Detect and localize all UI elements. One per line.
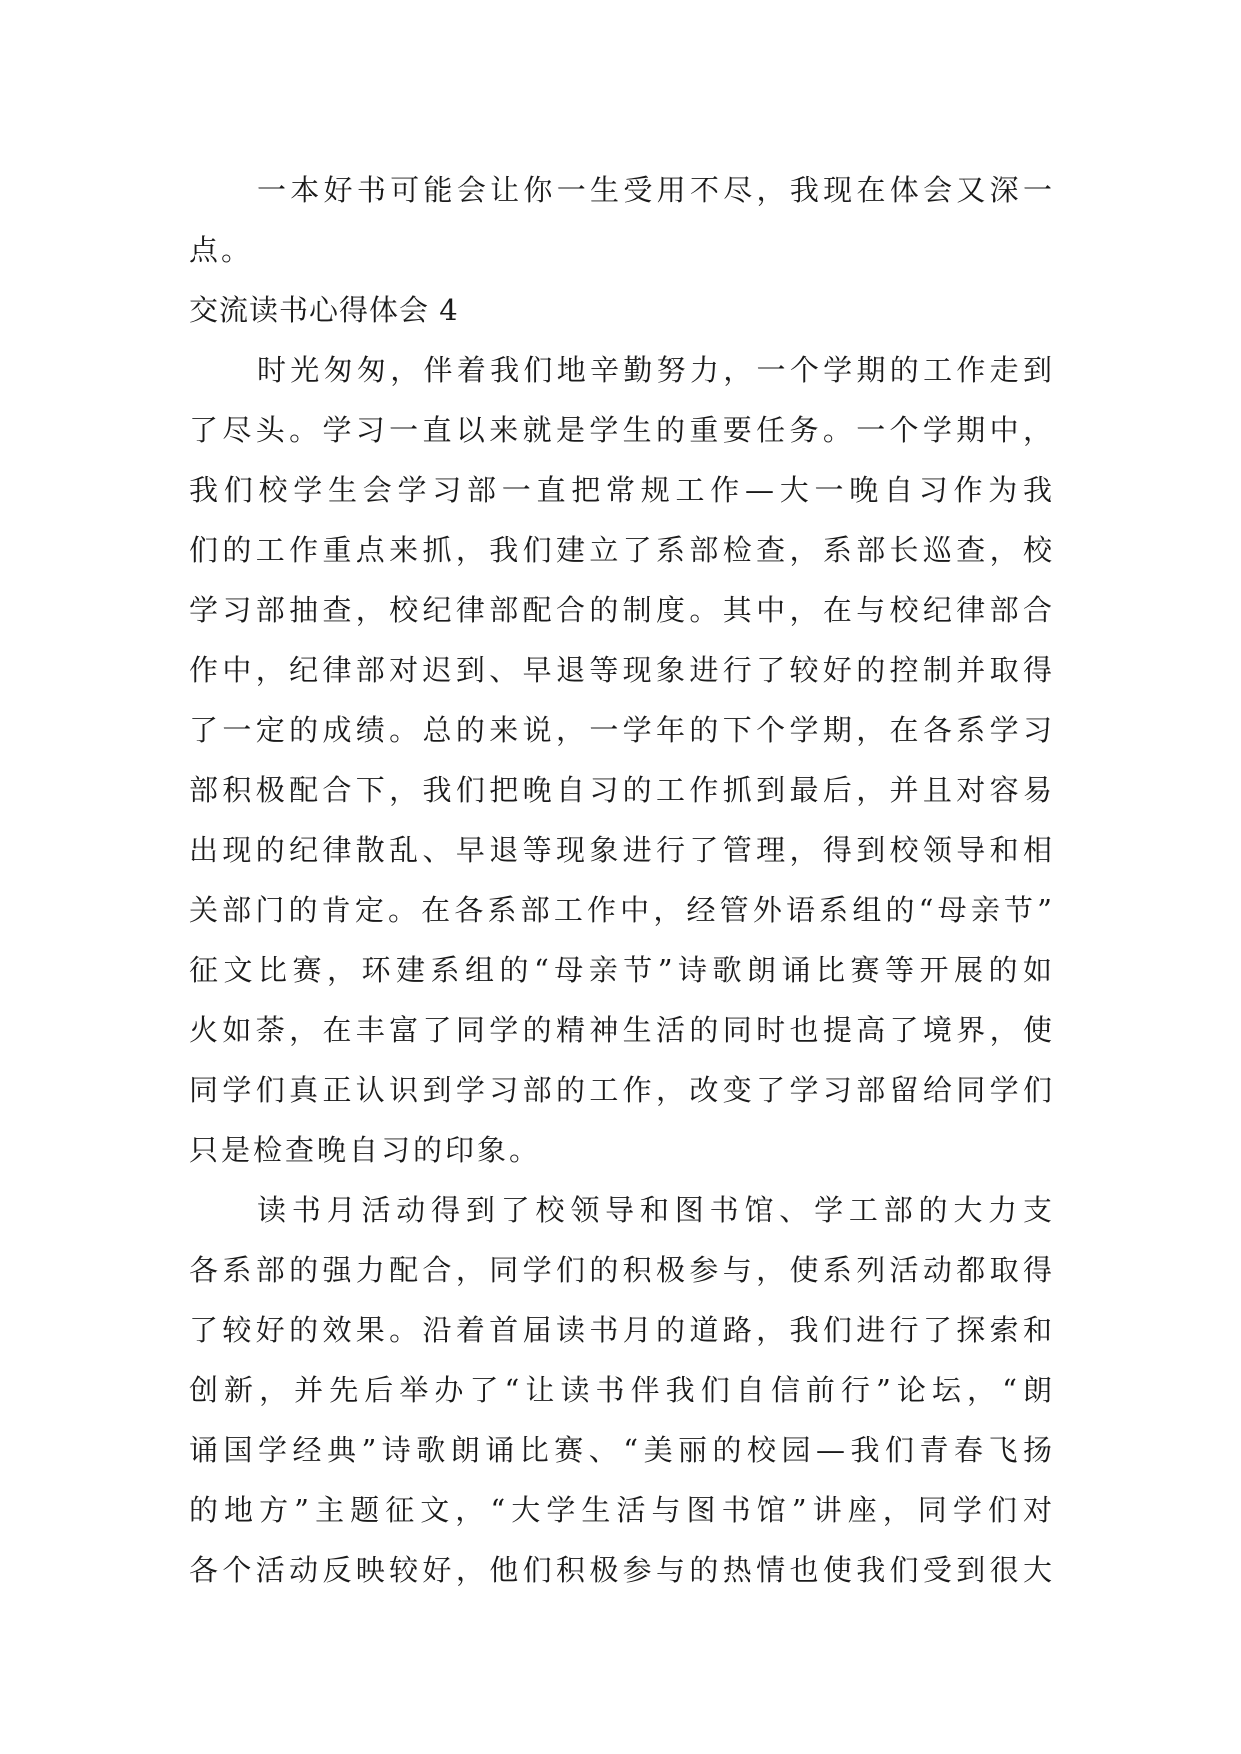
- paragraph-2-line-5: 学习部抽查，校纪律部配合的制度。其中，在与校纪律部合: [189, 593, 1055, 627]
- paragraph-2-line-3: 我们校学生会学习部一直把常规工作—大一晚自习作为我: [189, 473, 1055, 507]
- paragraph-2-line-9: 出现的纪律散乱、早退等现象进行了管理，得到校领导和相: [189, 833, 1055, 867]
- section-heading: 交流读书心得体会 4: [189, 293, 459, 327]
- paragraph-3-line-3: 了较好的效果。沿着首届读书月的道路，我们进行了探索和: [189, 1313, 1055, 1347]
- paragraph-2-line-10: 关部门的肯定。在各系部工作中，经管外语系组的“母亲节”: [189, 893, 1055, 927]
- paragraph-2-line-7: 了一定的成绩。总的来说，一学年的下个学期，在各系学习: [189, 713, 1055, 747]
- paragraph-2-line-14: 只是检查晚自习的印象。: [189, 1133, 542, 1167]
- paragraph-2-line-11: 征文比赛，环建系组的“母亲节”诗歌朗诵比赛等开展的如: [189, 953, 1055, 987]
- paragraph-2-line-8: 部积极配合下，我们把晚自习的工作抓到最后，并且对容易: [189, 773, 1055, 807]
- paragraph-2-line-13: 同学们真正认识到学习部的工作，改变了学习部留给同学们: [189, 1073, 1055, 1107]
- paragraph-2-line-1: 时光匆匆，伴着我们地辛勤努力，一个学期的工作走到: [257, 353, 1055, 387]
- paragraph-3-line-1: 读书月活动得到了校领导和图书馆、学工部的大力支: [257, 1193, 1055, 1227]
- paragraph-3-line-2: 各系部的强力配合，同学们的积极参与，使系列活动都取得: [189, 1253, 1055, 1287]
- paragraph-2-line-2: 了尽头。学习一直以来就是学生的重要任务。一个学期中，: [189, 413, 1055, 447]
- document-body: [189, 160, 1055, 1600]
- paragraph-3-line-5: 诵国学经典”诗歌朗诵比赛、“美丽的校园—我们青春飞扬: [189, 1433, 1055, 1467]
- paragraph-2-line-12: 火如荼，在丰富了同学的精神生活的同时也提高了境界，使: [189, 1013, 1055, 1047]
- paragraph-3-line-7: 各个活动反映较好，他们积极参与的热情也使我们受到很大: [189, 1553, 1055, 1587]
- paragraph-3-line-6: 的地方”主题征文，“大学生活与图书馆”讲座，同学们对: [189, 1493, 1055, 1527]
- paragraph-2-line-6: 作中，纪律部对迟到、早退等现象进行了较好的控制并取得: [189, 653, 1055, 687]
- paragraph-2-line-4: 们的工作重点来抓，我们建立了系部检查，系部长巡查，校: [189, 533, 1055, 567]
- paragraph-1-line-1: 一本好书可能会让你一生受用不尽，我现在体会又深一: [257, 173, 1055, 207]
- paragraph-3-line-4: 创新，并先后举办了“让读书伴我们自信前行”论坛，“朗: [189, 1373, 1055, 1407]
- paragraph-1-line-2: 点。: [189, 233, 254, 267]
